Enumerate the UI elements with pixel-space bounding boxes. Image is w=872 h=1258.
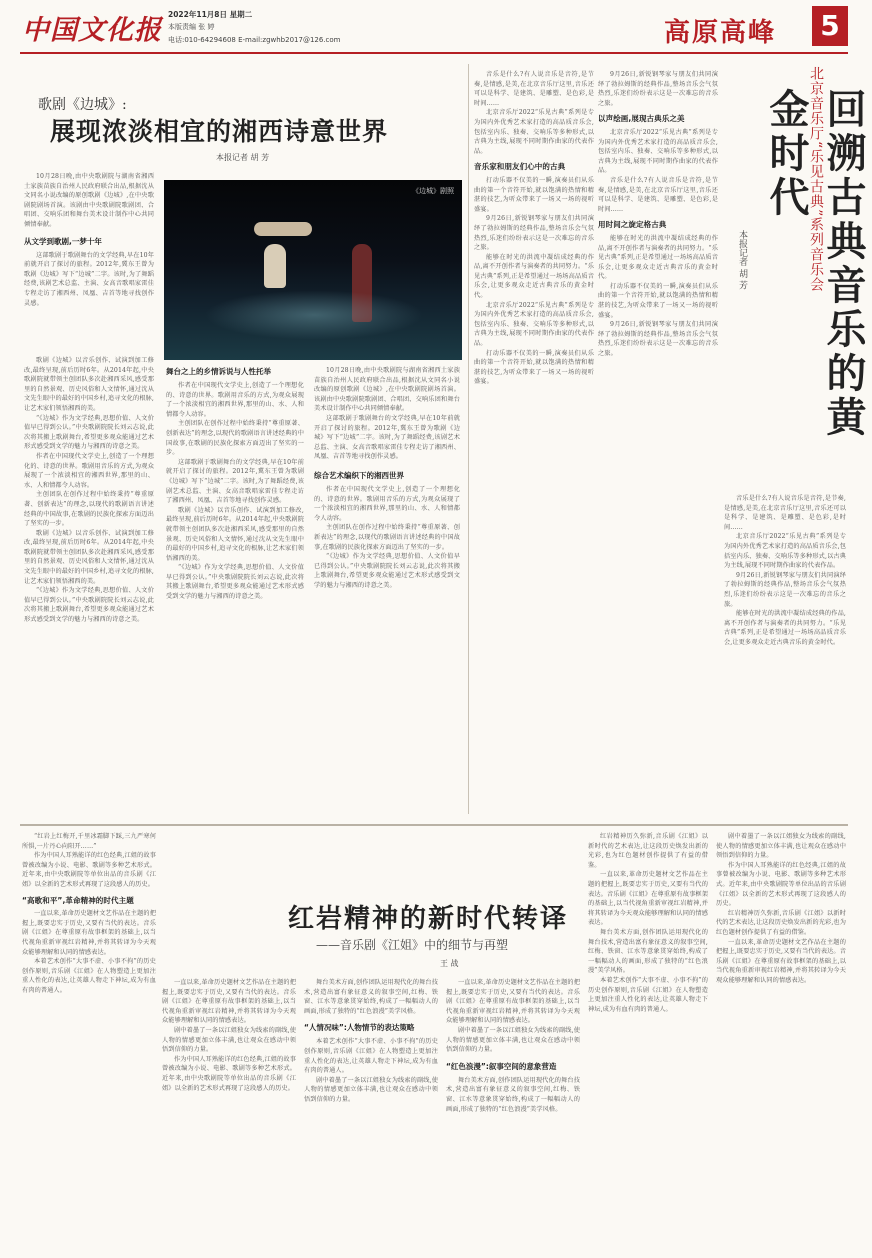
paragraph: 9月26日,新锐钢琴家与朋友们共同演绎了勃拉姆斯的经典作品,整场音乐会气氛热烈,乐迷们纷纷表示这是一次难忘的音乐之旅。 [724, 571, 846, 608]
subhead: 音乐家和朋友们心中的古典 [474, 162, 566, 172]
paragraph: 10月28日晚,由中央歌剧院与湖南省湘西土家族苗族自治州人民政府联合出品,根据沈从文同名小说改编的原创歌剧《边城》,在中央歌剧院剧场首演。该剧由中央歌剧院歌剧团、合唱团、交响乐团和舞台美术设计制作中心共同倾情奉献。 [24, 173, 154, 228]
masthead-rule [20, 52, 848, 54]
paragraph: 北京音乐厅2022“乐见古典”系列是专为国内外优秀艺术家打造的高品质音乐会,包括室内乐、独奏、交响乐等多种形式,以古典为主线,展现不同时期作曲家的代表作品。 [724, 533, 846, 570]
paragraph: 能够在时光的洪流中凝结成经典的作品,离不开创作者与演奏者的共同努力。“乐见古典”系列,正是希望通过一场场高品质音乐会,让更多观众走近古典音乐的黄金时代。 [474, 253, 594, 300]
paragraph: 主创团队在创作过程中始终秉持“尊重原著、创新表达”的理念,以现代的歌剧语言讲述经典的中国故事,在歌剧的民族化探索方面迈出了坚实的一步。 [24, 491, 154, 528]
photo-caption: 《边城》剧照 [412, 187, 454, 195]
stage-photo [164, 180, 462, 360]
article1-byline: 本报记者 胡 芳 [216, 153, 270, 162]
paragraph: 作者在中国现代文学史上,创造了一个理想化的、诗意的世界。歌剧用音乐的方式,为观众展现了一个浓淡相宜的湘西世界,那里的山、水、人和情都令人动容。 [166, 382, 304, 418]
contact-line: 电话:010-64294608 E-mail:zgwhb2017@126.com [168, 36, 341, 44]
section-divider [20, 824, 848, 826]
paragraph: 9月26日,新锐钢琴家与朋友们共同演绎了勃拉姆斯的经典作品,整场音乐会气氛热烈,乐迷们纷纷表示这是一次难忘的音乐之旅。 [598, 321, 718, 358]
paragraph: 本着艺术创作“大事不虚、小事不拘”的历史创作原则,音乐剧《江姐》在人物塑造上更加注重人性化的表达,让英雄人物走下神坛,成为有血有肉的普通人。 [22, 958, 156, 994]
article3-byline: 王 战 [440, 959, 459, 968]
editor-line: 本版责编 张 婷 [168, 23, 215, 31]
paragraph: 作为中国人耳熟能详的红色经典,江姐的故事曾被改编为小说、电影、歌剧等多种艺术形式。近年来,由中央歌剧院等单位出品的音乐剧《江姐》以全新的艺术形式再现了这段感人的历史。 [162, 1055, 296, 1092]
paragraph: “《边城》作为文学经典,思想价值、人文价值早已得到公认。”中央歌剧院院长刘云志说,此次将其搬上歌剧舞台,希望更多观众能通过艺术形式感受到文学的魅力与湘西的诗意之美。 [24, 587, 154, 624]
article3-column-5 [588, 832, 708, 1244]
paragraph: 能够在时光的洪流中凝结成经典的作品,离不开创作者与演奏者的共同努力。“乐见古典”系列,正是希望通过一场场高品质音乐会,让更多观众走近古典音乐的黄金时代。 [724, 610, 846, 646]
paragraph: 北京音乐厅2022“乐见古典”系列是专为国内外优秀艺术家打造的高品质音乐会,包括室内乐、独奏、交响乐等多种形式,以古典为主线,展现不同时期作曲家的代表作品。 [474, 109, 594, 155]
subhead: 舞台之上的乡情诉说与人性托举 [166, 367, 271, 376]
paragraph: “红岩上红梅开,千里冰霜脚下踩,三九严寒何所惧,一片丹心向阳开……” [22, 833, 156, 850]
paragraph: 一直以来,革命历史题材文艺作品在主题的把握上,既要忠实于历史,又要有当代的表达。音乐剧《江姐》在尊重原有故事框架的基础上,以当代视角重新审视红岩精神,并将其转译为今天观众能够理解和认同的情感表达。 [588, 871, 708, 927]
paragraph: 红岩精神历久弥新,音乐剧《江姐》以新时代的艺术表达,让这段历史焕发出新的光彩,也为红色题材创作提供了有益的借鉴。 [588, 833, 708, 869]
paragraph: 剧中着墨了一条以江姐独女为线索的副线,使人物的情感更加立体丰满,也让观众在感动中领悟到信仰的力量。 [162, 1026, 296, 1054]
paragraph: 10月28日晚,由中央歌剧院与湖南省湘西土家族苗族自治州人民政府联合出品,根据沈从文同名小说改编的原创歌剧《边城》,在中央歌剧院剧场首演。该剧由中央歌剧院歌剧团、合唱团、交响乐团和舞台美术设计制作中心共同倾情奉献。 [314, 367, 460, 413]
paragraph: 打动乐器不仅美的一瞬,演奏员们从乐曲的第一个音符开始,就以饱满的热情和精湛的技艺,为听众带来了一场又一场的视听盛宴。 [474, 349, 594, 386]
article1-column-2 [166, 366, 304, 816]
article-yuejian-gudian [472, 60, 867, 820]
paragraph: 9月26日,新锐钢琴家与朋友们共同演绎了勃拉姆斯的经典作品,整场音乐会气氛热烈,乐迷们纷纷表示这是一次难忘的音乐之旅。 [598, 71, 718, 107]
paragraph: 音乐是什么?有人说音乐是音符,是节奏,是情感,是美,在北京音乐厅这里,音乐还可以是科学、是建筑、是雕塑、是色彩,是时间…… [724, 495, 846, 531]
paragraph: 主创团队在创作过程中始终秉持“尊重原著、创新表达”的理念,以现代的歌剧语言讲述经典的中国故事,在歌剧的民族化探索方面迈出了坚实的一步。 [314, 524, 460, 551]
paragraph: 主创团队在创作过程中始终秉持“尊重原著、创新表达”的理念,以现代的歌剧语言讲述经典的中国故事,在歌剧的民族化探索方面迈出了坚实的一步。 [166, 420, 304, 457]
article3-column-4 [446, 978, 580, 1244]
paragraph: 这部歌剧于歌剧舞台的文学经典,早在10年前就开启了探讨的旅程。2012年,冀东王曾为歌剧《边城》写下“边城”二字。该时,为了舞蹈经费,该剧艺术总监、主演、女高音歌唱家雷佳专程走访了湘西州、凤凰、吉首等地寻找创作灵感。 [166, 458, 304, 505]
paragraph: 一直以来,革命历史题材文艺作品在主题的把握上,既要忠实于历史,又要有当代的表达。音乐剧《江姐》在尊重原有故事框架的基础上,以当代视角重新审视红岩精神,并将其转译为今天观众能够理解和认同的情感表达。 [446, 979, 580, 1025]
paragraph: 剧中着墨了一条以江姐独女为线索的副线,使人物的情感更加立体丰满,也让观众在感动中领悟到信仰的力量。 [446, 1026, 580, 1054]
paragraph: 本着艺术创作“大事不虚、小事不拘”的历史创作原则,音乐剧《江姐》在人物塑造上更加注重人性化的表达,让英雄人物走下神坛,成为有血有肉的普通人。 [588, 976, 708, 1013]
paragraph: 打动乐器不仅美的一瞬,演奏员们从乐曲的第一个音符开始,就以饱满的热情和精湛的技艺,为听众带来了一场又一场的视听盛宴。 [598, 282, 718, 319]
subhead: “红色浪漫”:叙事空间的意象营造 [446, 1061, 557, 1071]
paragraph: 作为中国人耳熟能详的红色经典,江姐的故事曾被改编为小说、电影、歌剧等多种艺术形式。近年来,由中央歌剧院等单位出品的音乐剧《江姐》以全新的艺术形式再现了这段感人的历史。 [22, 852, 156, 888]
paragraph: 歌剧《边城》以音乐创作、试演到加工修改,最终呈现,前后历时6年。从2014年起,中央歌剧院就带领主创团队多次赴湘西采风,感受那里的自然景观、历史风俗和人文情怀,通过沈从文先生眼中的最好的中国乡村,追寻文化的根脉,让艺术家们领悟湘西的美。 [24, 357, 154, 412]
photo-figure-lying [254, 222, 312, 236]
article1-headline: 展现浓淡相宜的湘西诗意世界 [50, 117, 389, 146]
article1-column-1 [24, 356, 154, 816]
article3-column-6 [716, 832, 846, 1244]
paragraph: 音乐是什么?有人说音乐是音符,是节奏,是情感,是美,在北京音乐厅这里,音乐还可以是科学、是建筑、是雕塑、是色彩,是时间…… [474, 71, 594, 107]
article1-column-3 [314, 366, 460, 816]
photo-stage-light [204, 290, 424, 340]
paragraph: 作者在中国现代文学史上,创造了一个理想化的、诗意的世界。歌剧用音乐的方式,为观众展现了一个浓淡相宜的湘西世界,那里的山、水、人和情都令人动容。 [24, 452, 154, 489]
paragraph: 歌剧《边城》以音乐创作、试演到加工修改,最终呈现,前后历时6年。从2014年起,中央歌剧院就带领主创团队多次赴湘西采风,感受那里的自然景观、历史风俗和人文情怀,通过沈从文先生眼中的最好的中国乡村,追寻文化的根脉,让艺术家们领悟湘西的美。 [24, 529, 154, 585]
subhead: 用时间之旋定格古典 [598, 220, 667, 230]
paragraph: 舞台美术方面,创作团队运用现代化的舞台技术,营造出富有象征意义的叙事空间,红梅、铁窗、江水等意象贯穿始终,构成了一幅幅动人的画面,形成了独特的“红色浪漫”美学风格。 [446, 1076, 580, 1113]
paragraph: “《边城》作为文学经典,思想价值、人文价值早已得到公认。”中央歌剧院院长刘云志说,此次将其搬上歌剧舞台,希望更多观众能通过艺术形式感受到文学的魅力与湘西的诗意之美。 [24, 414, 154, 451]
article-bian-cheng [20, 60, 462, 820]
paragraph: 剧中着墨了一条以江姐独女为线索的副线,使人物的情感更加立体丰满,也让观众在感动中领悟到信仰的力量。 [304, 1076, 438, 1103]
article3-subtitle: ——音乐剧《江姐》中的细节与再塑 [316, 938, 509, 952]
article2-column-3 [724, 494, 846, 814]
page-number: 5 [812, 6, 848, 46]
paragraph: 9月26日,新锐钢琴家与朋友们共同演绎了勃拉姆斯的经典作品,整场音乐会气氛热烈,乐迷们纷纷表示这是一次难忘的音乐之旅。 [474, 215, 594, 252]
newspaper-logo: 中国文化报 [22, 15, 162, 46]
paragraph: 音乐是什么?有人说音乐是音符,是节奏,是情感,是美,在北京音乐厅这里,音乐还可以是科学、是建筑、是雕塑、是色彩,是时间…… [598, 176, 718, 213]
paragraph: “《边城》作为文学经典,思想价值、人文价值早已得到公认。”中央歌剧院院长刘云志说,此次将其搬上歌剧舞台,希望更多观众能通过艺术形式感受到文学的魅力与湘西的诗意之美。 [314, 553, 460, 589]
article3-column-3 [304, 978, 438, 1244]
article2-column-1 [474, 70, 594, 815]
paragraph: 一直以来,革命历史题材文艺作品在主题的把握上,既要忠实于历史,又要有当代的表达。音乐剧《江姐》在尊重原有故事框架的基础上,以当代视角重新审视红岩精神,并将其转译为今天观众能够理解和认同的情感表达。 [716, 938, 846, 984]
paragraph: 打动乐器不仅美的一瞬,演奏员们从乐曲的第一个音符开始,就以饱满的热情和精湛的技艺,为听众带来了一场又一场的视听盛宴。 [474, 176, 594, 213]
paragraph: 北京音乐厅2022“乐见古典”系列是专为国内外优秀艺术家打造的高品质音乐会,包括室内乐、独奏、交响乐等多种形式,以古典为主线,展现不同时期作曲家的代表作品。 [598, 128, 718, 175]
paragraph: 一直以来,革命历史题材文艺作品在主题的把握上,既要忠实于历史,又要有当代的表达。音乐剧《江姐》在尊重原有故事框架的基础上,以当代视角重新审视红岩精神,并将其转译为今天观众能够理解和认同的情感表达。 [162, 979, 296, 1025]
paragraph: 歌剧《边城》以音乐创作、试演到加工修改,最终呈现,前后历时6年。从2014年起,中央歌剧院就带领主创团队多次赴湘西采风,感受那里的自然景观、历史风俗和人文情怀,通过沈从文先生眼中的最好的中国乡村,追寻文化的根脉,让艺术家们领悟湘西的美。 [166, 506, 304, 562]
article2-headline: 回溯古典音乐的黄金时代 [763, 88, 867, 440]
paragraph: 一直以来,革命历史题材文艺作品在主题的把握上,既要忠实于历史,又要有当代的表达。音乐剧《江姐》在尊重原有故事框架的基础上,以当代视角重新审视红岩精神,并将其转译为今天观众能够理解和认同的情感表达。 [22, 910, 156, 956]
article-jiangjie [20, 828, 848, 1248]
article2-byline: 本报记者 胡 芳 [737, 230, 747, 290]
paragraph: 这部歌剧于歌剧舞台的文学经典,早在10年前就开启了探讨的旅程。2012年,冀东王曾为歌剧《边城》写下“边城”二字。该时,为了舞蹈经费,该剧艺术总监、主演、女高音歌唱家雷佳专程走访了湘西州、凤凰、吉首等地寻找创作灵感。 [314, 414, 460, 461]
masthead [0, 0, 860, 60]
article3-column-2 [162, 978, 296, 1244]
column-divider [468, 64, 469, 814]
paragraph: 作者在中国现代文学史上,创造了一个理想化的、诗意的世界。歌剧用音乐的方式,为观众展现了一个浓淡相宜的湘西世界,那里的山、水、人和情都令人动容。 [314, 485, 460, 522]
date-line: 2022年11月8日 星期二 [168, 10, 253, 19]
paragraph: 作为中国人耳熟能详的红色经典,江姐的故事曾被改编为小说、电影、歌剧等多种艺术形式。近年来,由中央歌剧院等单位出品的音乐剧《江姐》以全新的艺术形式再现了这段感人的历史。 [716, 861, 846, 908]
paragraph: 红岩精神历久弥新,音乐剧《江姐》以新时代的艺术表达,让这段历史焕发出新的光彩,也为红色题材创作提供了有益的借鉴。 [716, 909, 846, 936]
article3-headline: 红岩精神的新时代转译 [288, 904, 569, 934]
article2-headline-kicker: 北京音乐厅“乐见古典”系列音乐会 [808, 66, 824, 293]
article1-lead [24, 160, 154, 350]
paragraph: 本着艺术创作“大事不虚、小事不拘”的历史创作原则,音乐剧《江姐》在人物塑造上更加注重人性化的表达,让英雄人物走下神坛,成为有血有肉的普通人。 [304, 1038, 438, 1075]
paragraph: 舞台美术方面,创作团队运用现代化的舞台技术,营造出富有象征意义的叙事空间,红梅、铁窗、江水等意象贯穿始终,构成了一幅幅动人的画面,形成了独特的“红色浪漫”美学风格。 [588, 928, 708, 975]
article2-column-2 [598, 70, 718, 815]
subhead: “高歌和平”,革命精神的时代主题 [22, 895, 134, 905]
photo-figure-seated [264, 244, 286, 288]
paragraph: 舞台美术方面,创作团队运用现代化的舞台技术,营造出富有象征意义的叙事空间,红梅、铁窗、江水等意象贯穿始终,构成了一幅幅动人的画面,形成了独特的“红色浪漫”美学风格。 [304, 979, 438, 1015]
paragraph: 能够在时光的洪流中凝结成经典的作品,离不开创作者与演奏者的共同努力。“乐见古典”系列,正是希望通过一场场高品质音乐会,让更多观众走近古典音乐的黄金时代。 [598, 234, 718, 281]
paragraph: 剧中着墨了一条以江姐独女为线索的副线,使人物的情感更加立体丰满,也让观众在感动中领悟到信仰的力量。 [716, 833, 846, 860]
article3-column-1 [22, 832, 156, 1244]
article1-kicker: 歌剧《边城》: [38, 97, 127, 113]
subhead: “人情况味”:人物情节的表达策略 [304, 1023, 415, 1033]
section-title: 高原高峰 [664, 18, 777, 48]
paragraph: 北京音乐厅2022“乐见古典”系列是专为国内外优秀艺术家打造的高品质音乐会,包括室内乐、独奏、交响乐等多种形式,以古典为主线,展现不同时期作曲家的代表作品。 [474, 301, 594, 348]
subhead: 以声绘画,展现古典乐之美 [598, 114, 685, 124]
subhead: 综合艺术编织下的湘西世界 [314, 470, 404, 480]
subhead: 从文学到歌剧,一梦十年 [24, 236, 102, 246]
paragraph: “《边城》作为文学经典,思想价值、人文价值早已得到公认。”中央歌剧院院长刘云志说,此次将其搬上歌剧舞台,希望更多观众能通过艺术形式感受到文学的魅力与湘西的诗意之美。 [166, 564, 304, 601]
paragraph: 这部歌剧于歌剧舞台的文学经典,早在10年前就开启了探讨的旅程。2012年,冀东王曾为歌剧《边城》写下“边城”二字。该时,为了舞蹈经费,该剧艺术总监、主演、女高音歌唱家雷佳专程走访了湘西州、凤凰、吉首等地寻找创作灵感。 [24, 251, 154, 307]
